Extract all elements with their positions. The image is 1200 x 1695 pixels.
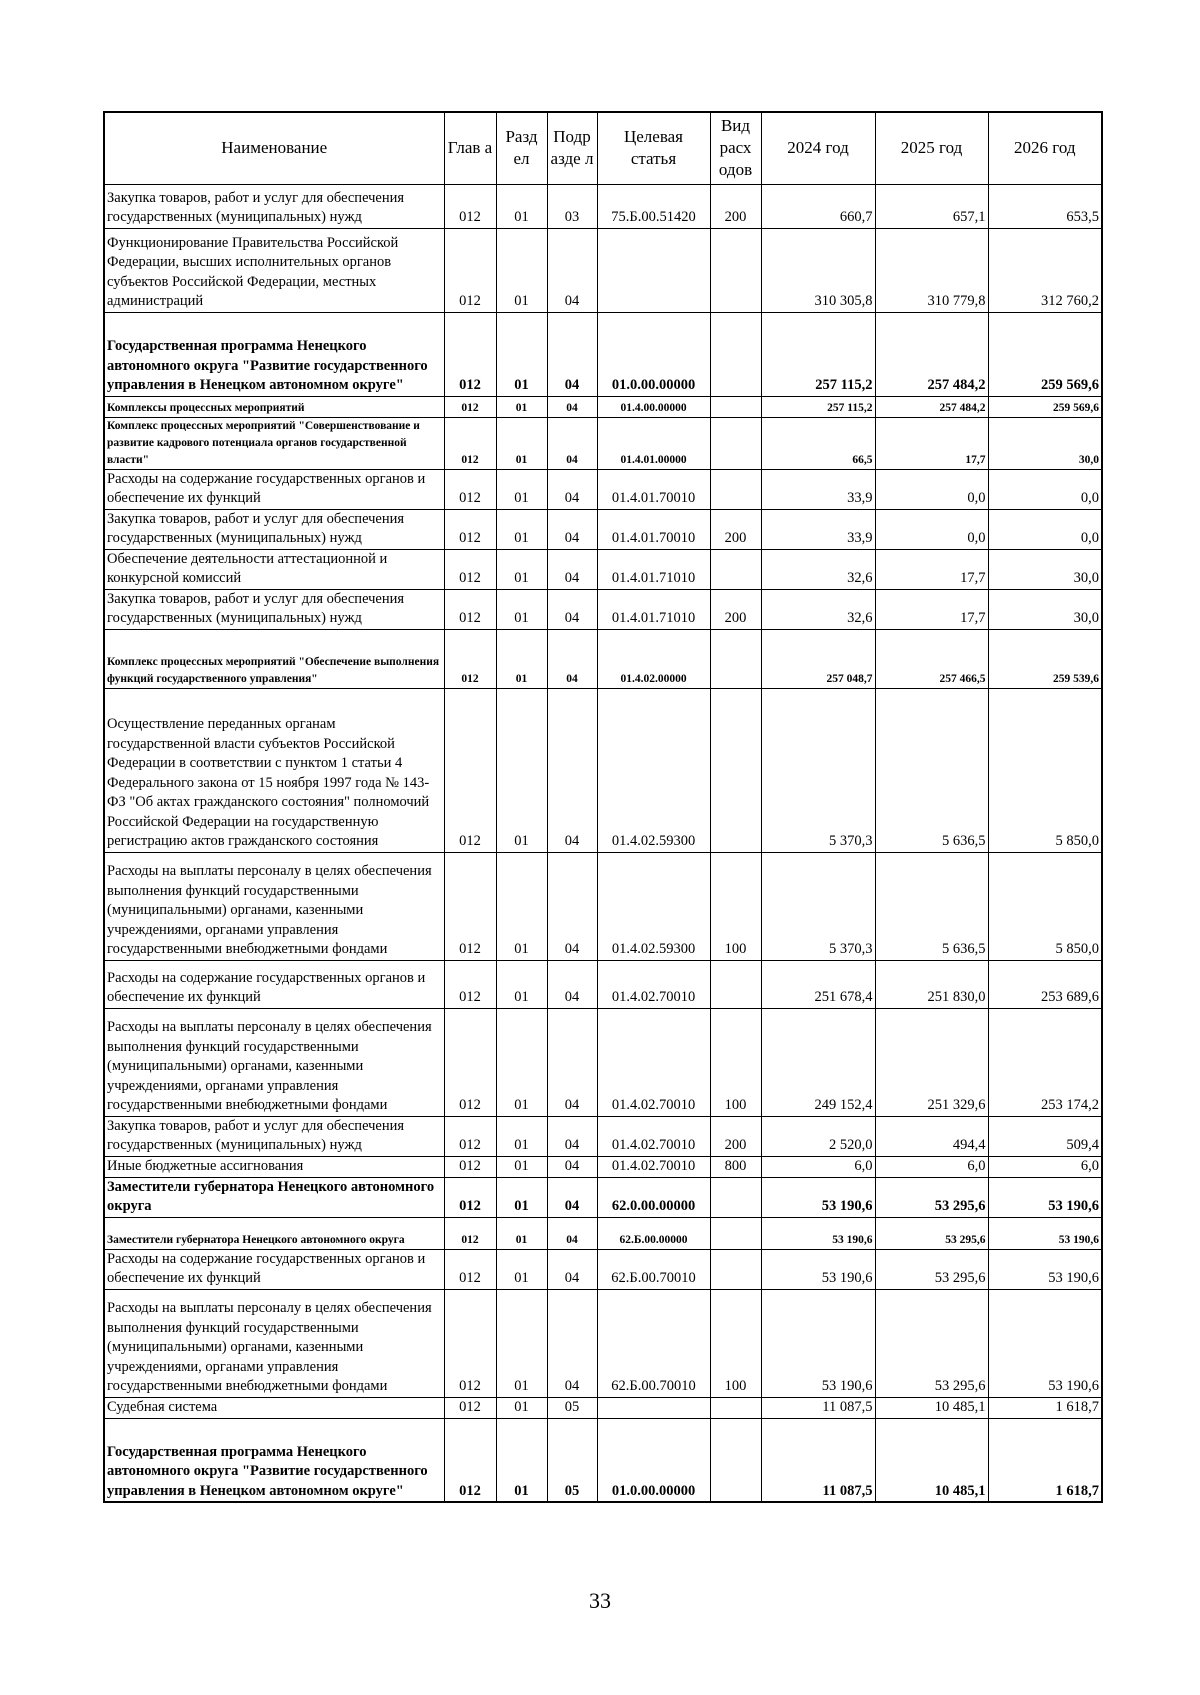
cell-y2026: 312 760,2 [988, 228, 1102, 312]
cell-y2024: 53 190,6 [761, 1289, 875, 1397]
cell-podrazdel: 04 [547, 549, 597, 589]
cell-name: Заместители губернатора Ненецкого автономного округа [104, 1177, 444, 1217]
cell-podrazdel: 04 [547, 1008, 597, 1116]
cell-podrazdel: 04 [547, 417, 597, 469]
cell-y2026: 5 850,0 [988, 688, 1102, 852]
cell-y2026: 53 190,6 [988, 1217, 1102, 1249]
cell-y2024: 66,5 [761, 417, 875, 469]
cell-vid [710, 1418, 761, 1502]
cell-podrazdel: 04 [547, 469, 597, 509]
table-row [104, 1156, 1102, 1177]
table-row [104, 509, 1102, 549]
budget-table [103, 111, 1103, 1503]
table-row [104, 184, 1102, 228]
cell-name: Государственная программа Ненецкого автономного округа "Развитие государственного управления в Ненецком автономном округе" [104, 1418, 444, 1502]
header-podrazdel: Подр азде л [547, 112, 597, 184]
cell-glava: 012 [444, 1397, 496, 1418]
cell-y2025: 251 329,6 [875, 1008, 988, 1116]
cell-glava: 012 [444, 688, 496, 852]
cell-name: Заместители губернатора Ненецкого автономного округа [104, 1217, 444, 1249]
cell-glava: 012 [444, 1116, 496, 1156]
cell-razdel: 01 [496, 469, 547, 509]
cell-y2026: 5 850,0 [988, 852, 1102, 960]
cell-name: Закупка товаров, работ и услуг для обеспечения государственных (муниципальных) нужд [104, 184, 444, 228]
header-2026: 2026 год [988, 112, 1102, 184]
table-row [104, 312, 1102, 396]
cell-target: 01.4.02.70010 [597, 1156, 710, 1177]
cell-y2025: 657,1 [875, 184, 988, 228]
cell-name: Осуществление переданных органам государственной власти субъектов Российской Федерации в соответствии с пунктом 1 статьи 4 Федерального закона от 15 ноября 1997 года № 143-ФЗ "Об актах гражданского состояния" полномочий Российской Федерации на государственную регистрацию актов гражданского состояния [104, 688, 444, 852]
cell-glava: 012 [444, 312, 496, 396]
cell-y2025: 53 295,6 [875, 1177, 988, 1217]
cell-y2026: 0,0 [988, 509, 1102, 549]
table-row [104, 417, 1102, 469]
cell-y2024: 660,7 [761, 184, 875, 228]
cell-vid: 200 [710, 1116, 761, 1156]
cell-y2024: 11 087,5 [761, 1397, 875, 1418]
cell-y2026: 30,0 [988, 589, 1102, 629]
cell-y2025: 53 295,6 [875, 1289, 988, 1397]
cell-y2024: 249 152,4 [761, 1008, 875, 1116]
cell-y2025: 17,7 [875, 589, 988, 629]
cell-name: Расходы на содержание государственных органов и обеспечение их функций [104, 469, 444, 509]
cell-podrazdel: 04 [547, 228, 597, 312]
header-vid: Вид расх одов [710, 112, 761, 184]
cell-podrazdel: 04 [547, 688, 597, 852]
cell-y2024: 257 115,2 [761, 312, 875, 396]
cell-podrazdel: 04 [547, 629, 597, 688]
cell-razdel: 01 [496, 1249, 547, 1289]
cell-vid [710, 688, 761, 852]
cell-glava: 012 [444, 184, 496, 228]
cell-name: Расходы на выплаты персоналу в целях обеспечения выполнения функций государственными (муниципальными) органами, казенными учреждениями, органами управления государственными внебюджетными фондами [104, 852, 444, 960]
table-row [104, 228, 1102, 312]
cell-vid: 200 [710, 589, 761, 629]
cell-name: Обеспечение деятельности аттестационной и конкурсной комиссий [104, 549, 444, 589]
cell-y2025: 6,0 [875, 1156, 988, 1177]
cell-target: 01.4.01.70010 [597, 469, 710, 509]
cell-vid [710, 1397, 761, 1418]
cell-y2025: 5 636,5 [875, 852, 988, 960]
cell-y2026: 253 689,6 [988, 960, 1102, 1008]
header-glava: Глав а [444, 112, 496, 184]
cell-y2024: 32,6 [761, 549, 875, 589]
cell-y2026: 53 190,6 [988, 1249, 1102, 1289]
table-row [104, 1397, 1102, 1418]
cell-y2024: 6,0 [761, 1156, 875, 1177]
cell-glava: 012 [444, 1418, 496, 1502]
cell-name: Закупка товаров, работ и услуг для обеспечения государственных (муниципальных) нужд [104, 589, 444, 629]
cell-vid: 200 [710, 184, 761, 228]
cell-razdel: 01 [496, 396, 547, 417]
cell-y2025: 53 295,6 [875, 1217, 988, 1249]
cell-razdel: 01 [496, 1156, 547, 1177]
cell-target: 01.4.02.59300 [597, 688, 710, 852]
cell-podrazdel: 04 [547, 589, 597, 629]
cell-y2024: 310 305,8 [761, 228, 875, 312]
cell-vid [710, 469, 761, 509]
cell-target: 62.Б.00.70010 [597, 1249, 710, 1289]
cell-podrazdel: 05 [547, 1418, 597, 1502]
cell-glava: 012 [444, 1177, 496, 1217]
page-number: 33 [589, 1588, 611, 1613]
cell-vid: 100 [710, 1289, 761, 1397]
table-row [104, 1418, 1102, 1502]
cell-name: Расходы на содержание государственных органов и обеспечение их функций [104, 960, 444, 1008]
table-row [104, 469, 1102, 509]
cell-glava: 012 [444, 228, 496, 312]
table-row [104, 688, 1102, 852]
cell-glava: 012 [444, 396, 496, 417]
cell-y2025: 53 295,6 [875, 1249, 988, 1289]
cell-y2024: 53 190,6 [761, 1217, 875, 1249]
cell-glava: 012 [444, 852, 496, 960]
cell-y2026: 259 539,6 [988, 629, 1102, 688]
cell-razdel: 01 [496, 1217, 547, 1249]
cell-target: 01.4.02.70010 [597, 960, 710, 1008]
cell-target: 01.4.00.00000 [597, 396, 710, 417]
cell-target: 62.Б.00.70010 [597, 1289, 710, 1397]
cell-target: 75.Б.00.51420 [597, 184, 710, 228]
cell-y2025: 257 484,2 [875, 312, 988, 396]
cell-razdel: 01 [496, 509, 547, 549]
table-row [104, 1289, 1102, 1397]
cell-razdel: 01 [496, 589, 547, 629]
cell-y2026: 509,4 [988, 1116, 1102, 1156]
cell-podrazdel: 04 [547, 1156, 597, 1177]
cell-target: 01.4.02.59300 [597, 852, 710, 960]
cell-target: 01.4.01.71010 [597, 589, 710, 629]
table-row [104, 1008, 1102, 1116]
cell-glava: 012 [444, 469, 496, 509]
cell-name: Расходы на выплаты персоналу в целях обеспечения выполнения функций государственными (муниципальными) органами, казенными учреждениями, органами управления государственными внебюджетными фондами [104, 1008, 444, 1116]
cell-razdel: 01 [496, 549, 547, 589]
cell-vid [710, 629, 761, 688]
header-name: Наименование [104, 112, 444, 184]
cell-target: 01.4.01.00000 [597, 417, 710, 469]
cell-vid: 100 [710, 852, 761, 960]
cell-y2024: 11 087,5 [761, 1418, 875, 1502]
cell-y2024: 53 190,6 [761, 1177, 875, 1217]
header-2024: 2024 год [761, 112, 875, 184]
cell-podrazdel: 04 [547, 1217, 597, 1249]
cell-glava: 012 [444, 629, 496, 688]
table-row [104, 1177, 1102, 1217]
cell-y2025: 257 484,2 [875, 396, 988, 417]
cell-y2024: 33,9 [761, 469, 875, 509]
cell-razdel: 01 [496, 417, 547, 469]
table-row [104, 1249, 1102, 1289]
cell-vid [710, 396, 761, 417]
cell-razdel: 01 [496, 1116, 547, 1156]
cell-glava: 012 [444, 1008, 496, 1116]
cell-y2024: 251 678,4 [761, 960, 875, 1008]
cell-target [597, 1397, 710, 1418]
cell-glava: 012 [444, 1217, 496, 1249]
cell-target: 01.4.01.70010 [597, 509, 710, 549]
cell-y2025: 5 636,5 [875, 688, 988, 852]
cell-y2025: 17,7 [875, 417, 988, 469]
cell-y2026: 1 618,7 [988, 1418, 1102, 1502]
table-row [104, 589, 1102, 629]
cell-name: Закупка товаров, работ и услуг для обеспечения государственных (муниципальных) нужд [104, 509, 444, 549]
cell-razdel: 01 [496, 1177, 547, 1217]
cell-name: Комплекс процессных мероприятий "Обеспечение выполнения функций государственного управления" [104, 629, 444, 688]
cell-target: 01.4.01.71010 [597, 549, 710, 589]
cell-y2026: 1 618,7 [988, 1397, 1102, 1418]
cell-podrazdel: 04 [547, 396, 597, 417]
cell-vid: 800 [710, 1156, 761, 1177]
cell-glava: 012 [444, 589, 496, 629]
cell-podrazdel: 04 [547, 1177, 597, 1217]
cell-vid: 100 [710, 1008, 761, 1116]
cell-y2024: 5 370,3 [761, 688, 875, 852]
cell-glava: 012 [444, 1249, 496, 1289]
cell-vid [710, 549, 761, 589]
cell-name: Расходы на выплаты персоналу в целях обеспечения выполнения функций государственными (муниципальными) органами, казенными учреждениями, органами управления государственными внебюджетными фондами [104, 1289, 444, 1397]
cell-y2026: 259 569,6 [988, 396, 1102, 417]
cell-podrazdel: 03 [547, 184, 597, 228]
cell-y2024: 257 115,2 [761, 396, 875, 417]
cell-razdel: 01 [496, 852, 547, 960]
cell-glava: 012 [444, 549, 496, 589]
cell-y2026: 30,0 [988, 417, 1102, 469]
cell-podrazdel: 04 [547, 312, 597, 396]
cell-y2026: 653,5 [988, 184, 1102, 228]
table-row [104, 549, 1102, 589]
cell-y2026: 6,0 [988, 1156, 1102, 1177]
cell-name: Комплекс процессных мероприятий "Совершенствование и развитие кадрового потенциала органов государственной власти" [104, 417, 444, 469]
cell-glava: 012 [444, 960, 496, 1008]
cell-y2026: 0,0 [988, 469, 1102, 509]
cell-target [597, 228, 710, 312]
cell-y2025: 17,7 [875, 549, 988, 589]
cell-vid: 200 [710, 509, 761, 549]
cell-podrazdel: 04 [547, 1249, 597, 1289]
header-razdel: Разд ел [496, 112, 547, 184]
cell-podrazdel: 04 [547, 1116, 597, 1156]
cell-razdel: 01 [496, 1289, 547, 1397]
cell-vid [710, 312, 761, 396]
cell-y2025: 310 779,8 [875, 228, 988, 312]
table-row [104, 1116, 1102, 1156]
cell-y2024: 33,9 [761, 509, 875, 549]
cell-target: 01.0.00.00000 [597, 1418, 710, 1502]
cell-target: 01.4.02.70010 [597, 1008, 710, 1116]
cell-vid [710, 1177, 761, 1217]
cell-podrazdel: 04 [547, 852, 597, 960]
cell-target: 62.Б.00.00000 [597, 1217, 710, 1249]
cell-glava: 012 [444, 509, 496, 549]
cell-y2026: 53 190,6 [988, 1177, 1102, 1217]
table-row [104, 852, 1102, 960]
cell-razdel: 01 [496, 228, 547, 312]
cell-glava: 012 [444, 1156, 496, 1177]
cell-name: Государственная программа Ненецкого автономного округа "Развитие государственного управления в Ненецком автономном округе" [104, 312, 444, 396]
cell-razdel: 01 [496, 960, 547, 1008]
cell-vid [710, 1249, 761, 1289]
table-row [104, 629, 1102, 688]
cell-glava: 012 [444, 1289, 496, 1397]
cell-name: Расходы на содержание государственных органов и обеспечение их функций [104, 1249, 444, 1289]
cell-y2026: 259 569,6 [988, 312, 1102, 396]
cell-razdel: 01 [496, 688, 547, 852]
cell-podrazdel: 04 [547, 960, 597, 1008]
cell-vid [710, 1217, 761, 1249]
cell-name: Закупка товаров, работ и услуг для обеспечения государственных (муниципальных) нужд [104, 1116, 444, 1156]
cell-y2025: 10 485,1 [875, 1397, 988, 1418]
cell-y2026: 53 190,6 [988, 1289, 1102, 1397]
cell-name: Комплексы процессных мероприятий [104, 396, 444, 417]
table-header-row [104, 112, 1102, 184]
cell-y2025: 251 830,0 [875, 960, 988, 1008]
cell-vid [710, 960, 761, 1008]
cell-razdel: 01 [496, 184, 547, 228]
cell-y2024: 53 190,6 [761, 1249, 875, 1289]
cell-razdel: 01 [496, 312, 547, 396]
cell-vid [710, 417, 761, 469]
table-row [104, 960, 1102, 1008]
cell-y2025: 0,0 [875, 469, 988, 509]
cell-podrazdel: 05 [547, 1397, 597, 1418]
table-row [104, 396, 1102, 417]
cell-name: Функционирование Правительства Российской Федерации, высших исполнительных органов субъектов Российской Федерации, местных администраций [104, 228, 444, 312]
header-2025: 2025 год [875, 112, 988, 184]
cell-podrazdel: 04 [547, 1289, 597, 1397]
cell-glava: 012 [444, 417, 496, 469]
cell-y2025: 494,4 [875, 1116, 988, 1156]
cell-razdel: 01 [496, 1008, 547, 1116]
cell-target: 01.0.00.00000 [597, 312, 710, 396]
cell-target: 01.4.02.00000 [597, 629, 710, 688]
cell-name: Иные бюджетные ассигнования [104, 1156, 444, 1177]
cell-y2025: 0,0 [875, 509, 988, 549]
cell-podrazdel: 04 [547, 509, 597, 549]
header-target: Целевая статья [597, 112, 710, 184]
cell-y2024: 2 520,0 [761, 1116, 875, 1156]
cell-razdel: 01 [496, 1397, 547, 1418]
cell-y2026: 30,0 [988, 549, 1102, 589]
cell-name: Судебная система [104, 1397, 444, 1418]
cell-y2025: 10 485,1 [875, 1418, 988, 1502]
cell-y2026: 253 174,2 [988, 1008, 1102, 1116]
cell-vid [710, 228, 761, 312]
cell-razdel: 01 [496, 629, 547, 688]
cell-y2024: 5 370,3 [761, 852, 875, 960]
cell-razdel: 01 [496, 1418, 547, 1502]
cell-target: 62.0.00.00000 [597, 1177, 710, 1217]
cell-target: 01.4.02.70010 [597, 1116, 710, 1156]
cell-y2025: 257 466,5 [875, 629, 988, 688]
table-row [104, 1217, 1102, 1249]
cell-y2024: 257 048,7 [761, 629, 875, 688]
cell-y2024: 32,6 [761, 589, 875, 629]
